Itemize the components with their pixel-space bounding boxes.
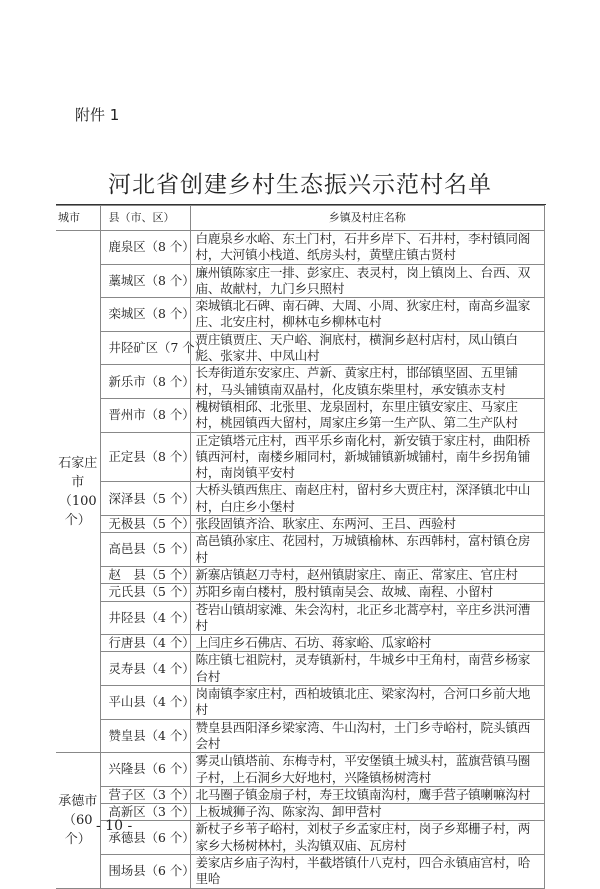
table-row <box>56 686 545 720</box>
village-names-cell: 长寿街道东安家庄、芦新、黄家庄村，邯邰镇坚固、五里铺村，马头铺镇南双晶村，化皮镇东柴里村，承安镇赤支村 <box>190 365 545 399</box>
table-row <box>56 652 545 686</box>
village-names-cell: 槐树镇相邱、北张里、龙泉固村，东里庄镇安家庄、马家庄村，桃园镇西大留村，周家庄乡第一生产队、第二生产队村 <box>190 398 545 432</box>
county-cell: 赞皇县（4 个） <box>100 719 190 753</box>
county-cell: 栾城区（8 个） <box>100 298 190 332</box>
county-cell: 井陉矿区（7 个） <box>100 331 190 365</box>
village-list-table <box>56 204 546 887</box>
county-cell: 新乐市（8 个） <box>100 365 190 399</box>
county-cell: 深泽县（5 个） <box>100 482 190 516</box>
village-names-cell: 岗南镇李家庄村，西柏坡镇北庄、梁家沟村，合河口乡前大地村 <box>190 686 545 720</box>
county-cell: 鹿泉区（8 个） <box>100 231 190 265</box>
table-row <box>56 331 545 365</box>
attachment-label: 附件 1 <box>75 106 120 124</box>
page-number: - 10 - <box>96 818 133 834</box>
table-row <box>56 584 545 601</box>
county-cell: 高新区（3 个） <box>100 804 190 821</box>
village-names-cell: 陈庄镇七祖院村，灵寿镇新村，牛城乡中王角村，南营乡杨家台村 <box>190 652 545 686</box>
city-cell: 石家庄市（100个） <box>56 231 100 753</box>
county-cell: 平山县（4 个） <box>100 686 190 720</box>
header-county: 县（市、区） <box>100 206 190 231</box>
village-names-cell: 正定镇塔元庄村，西平乐乡南化村，新安镇于家庄村，曲阳桥镇西河村，南楼乡厢同村，新城铺镇新城铺村，南牛乡拐角铺村，南岗镇平安村 <box>190 432 545 482</box>
county-cell: 高邑县（5 个） <box>100 533 190 567</box>
village-names-cell: 赞皇县西阳泽乡梁家湾、牛山沟村，土门乡寺峪村，院头镇西会村 <box>190 719 545 753</box>
village-names-cell: 苏阳乡南白楼村，殷村镇南吴会、故城、南程、小留村 <box>190 584 545 601</box>
header-names: 乡镇及村庄名称 <box>190 206 545 231</box>
table-row <box>56 432 545 482</box>
village-names-cell: 新寨店镇赵刀寺村，赵州镇尉家庄、南正、常家庄、官庄村 <box>190 566 545 583</box>
county-cell: 井陉县（4 个） <box>100 601 190 635</box>
county-cell: 无极县（5 个） <box>100 516 190 533</box>
table-row <box>56 786 545 803</box>
table-row <box>56 264 545 298</box>
table-row <box>56 719 545 753</box>
village-names-cell: 雾灵山镇塔前、东梅寺村，平安堡镇土城头村，蓝旗营镇马圈子村，上石洞乡大好地村，兴隆镇杨树湾村 <box>190 753 545 787</box>
village-names-cell: 张段固镇齐洽、耿家庄、东两河、王吕、西验村 <box>190 516 545 533</box>
city-cell: 承德市（60个） <box>56 753 100 888</box>
county-cell: 晋州市（8 个） <box>100 398 190 432</box>
county-cell: 赵 县（5 个） <box>100 566 190 583</box>
table-row <box>56 635 545 652</box>
county-cell: 承德县（6 个） <box>100 821 190 855</box>
table-row <box>56 365 545 399</box>
village-names-cell: 姜家店乡庙子沟村，半截塔镇什八克村，四合永镇庙宫村，哈里哈 <box>190 854 545 888</box>
county-cell: 正定县（8 个） <box>100 432 190 482</box>
table-row <box>56 398 545 432</box>
village-names-cell: 白鹿泉乡水峪、东土门村，石井乡岸下、石井村，李村镇同阁村，大河镇小栈道、纸房头村，黄壁庄镇古贤村 <box>190 231 545 265</box>
header-city: 城市 <box>56 206 100 231</box>
table-row <box>56 533 545 567</box>
table-row <box>56 231 545 265</box>
county-cell: 藁城区（8 个） <box>100 264 190 298</box>
table-row <box>56 482 545 516</box>
table-row <box>56 753 545 787</box>
county-cell: 元氏县（5 个） <box>100 584 190 601</box>
village-names-cell: 苍岩山镇胡家滩、朱会沟村，北正乡北蒿亭村，辛庄乡洪河漕村 <box>190 601 545 635</box>
county-cell: 围场县（6 个） <box>100 854 190 888</box>
county-cell: 行唐县（4 个） <box>100 635 190 652</box>
table-header-row <box>56 206 545 231</box>
village-names-cell: 新杖子乡苇子峪村，刘杖子乡孟家庄村，岗子乡郑栅子村，两家乡大杨树林村，头沟镇双庙、瓦房村 <box>190 821 545 855</box>
table-row <box>56 854 545 888</box>
village-names-cell: 大桥头镇西焦庄、南赵庄村，留村乡大贾庄村，深泽镇北中山村，白庄乡小堡村 <box>190 482 545 516</box>
table-row <box>56 566 545 583</box>
village-names-cell: 北马圈子镇金扇子村，寿王坟镇南沟村，鹰手营子镇喇嘛沟村 <box>190 786 545 803</box>
county-cell: 灵寿县（4 个） <box>100 652 190 686</box>
table-row <box>56 298 545 332</box>
village-names-cell: 廉州镇陈家庄一排、彭家庄、表灵村，岗上镇岗上、台西、双庙、故献村，九门乡只照村 <box>190 264 545 298</box>
table-row <box>56 516 545 533</box>
village-names-cell: 高邑镇孙家庄、花园村，万城镇榆林、东西韩村，富村镇仓房村 <box>190 533 545 567</box>
document-title: 河北省创建乡村生态振兴示范村名单 <box>108 172 492 198</box>
village-names-cell: 上板城狮子沟、陈家沟、卸甲营村 <box>190 804 545 821</box>
village-names-cell: 上闫庄乡石佛店、石坊、蒋家峪、瓜家峪村 <box>190 635 545 652</box>
village-names-cell: 栾城镇北石碑、南石碑、大周、小周、狄家庄村，南高乡温家庄、北安庄村，柳林屯乡柳林屯村 <box>190 298 545 332</box>
county-cell: 兴隆县（6 个） <box>100 753 190 787</box>
table-row <box>56 601 545 635</box>
county-cell: 营子区（3 个） <box>100 786 190 803</box>
village-names-cell: 贾庄镇贾庄、天户峪、涧底村，横涧乡赵村店村，凤山镇白彪、张家井、中凤山村 <box>190 331 545 365</box>
